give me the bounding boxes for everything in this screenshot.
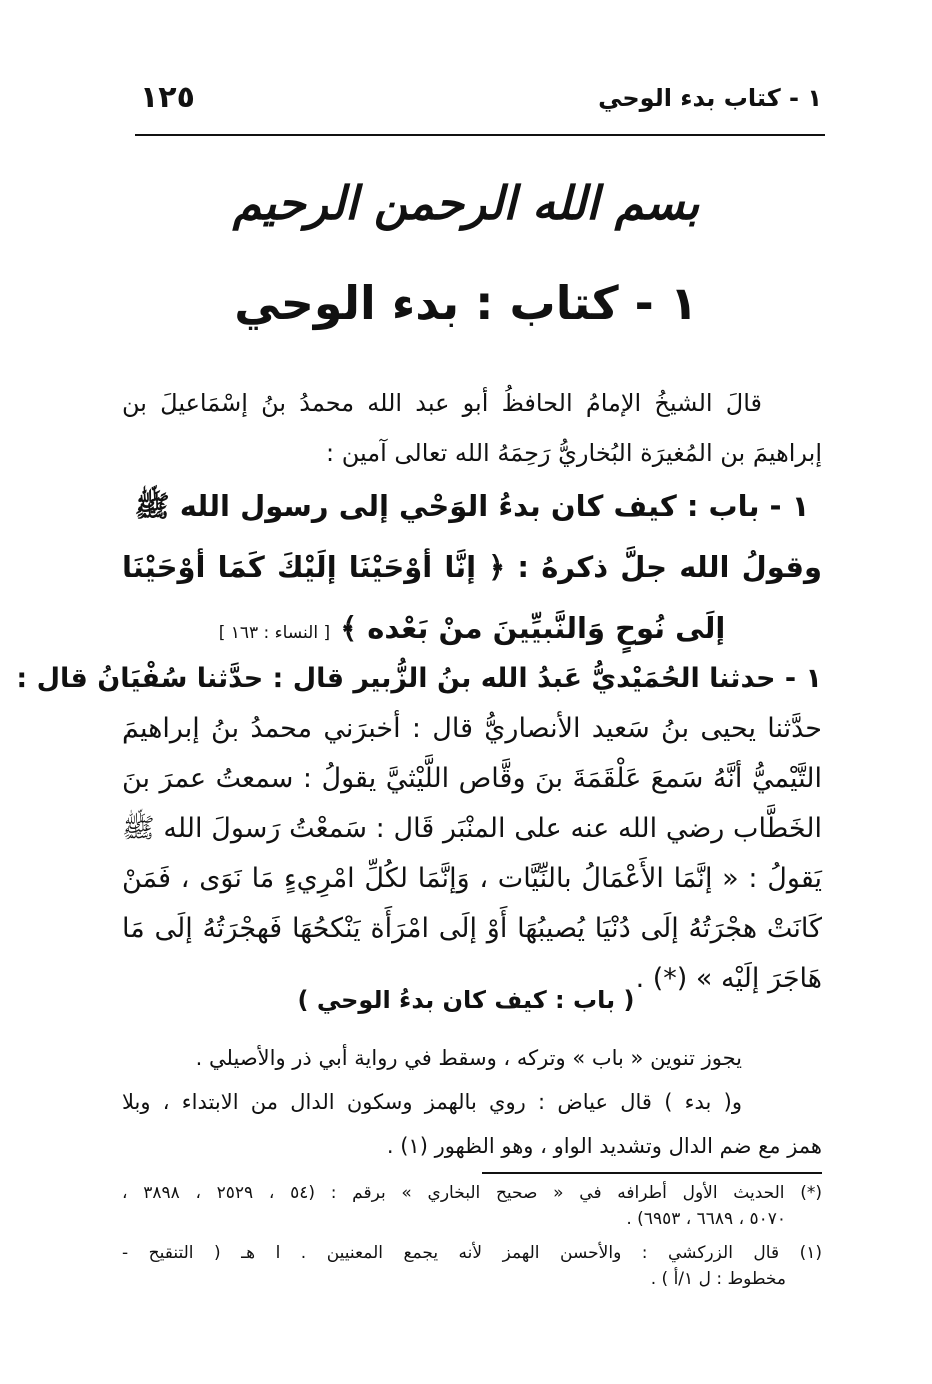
- hadith-line: الخَطَّاب رضي الله عنه على المنْبَر قَال : سَمعْتُ رَسولَ الله ﷺ: [122, 813, 822, 844]
- hadith-line: كَانَتْ هجْرَتُهُ إلَى دُنْيَا يُصيبُهَا أَوْ إلَى امْرَأَة يَنْكحُهَا فَهجْرَتُهُ إلَى مَا: [122, 913, 822, 944]
- hadith-line: ١ - حدثنا الحُمَيْديُّ عَبدُ الله بنُ الزُّبير قال : حدَّثنا سُفْيَانُ قال :: [16, 663, 822, 694]
- hadith-line: حدَّثنا يحيى بنُ سَعيد الأنصاريُّ قال : أخبرَني محمدُ بنُ إبراهيمَ: [122, 713, 822, 744]
- page-number: ١٢٥: [140, 80, 195, 115]
- running-head: ١ - كتاب بدء الوحي: [598, 84, 822, 112]
- note-line: همز مع ضم الدال وتشديد الواو ، وهو الظهور (١) .: [386, 1134, 822, 1158]
- footnote-line: ٥٠٧٠ ، ٦٦٨٩ ، ٦٩٥٣) .: [626, 1209, 786, 1229]
- chapter-heading: [92, 478, 852, 534]
- commentary-subheading: ( باب : كيف كان بدءُ الوحي ): [297, 986, 635, 1014]
- note-line: يجوز تنوين « باب » وتركه ، وسقط في رواية أبي ذر والأصيلي .: [195, 1046, 742, 1070]
- header-rule: [135, 134, 825, 136]
- intro-line: قالَ الشيخُ الإمامُ الحافظُ أبو عبد الله محمدُ بنُ إسْمَاعيلَ بن: [122, 389, 762, 417]
- footnote: [122, 1240, 822, 1292]
- footnotes: [122, 1180, 822, 1300]
- basmala: بسم الله الرحمن الرحيم: [232, 176, 700, 230]
- book-title: ١ - كتاب : بدء الوحي: [234, 276, 698, 330]
- footnote: [122, 1180, 822, 1232]
- footnote-line: (١) قال الزركشي : والأحسن الهمز لأنه يجمع المعنيين . ا هـ ( التنقيح -: [122, 1243, 822, 1263]
- chapter-verse-line: وقولُ الله جلَّ ذكرهُ : ﴿ إنَّا أوْحَيْنَا إلَيْكَ كَمَا أوْحَيْنَا: [122, 550, 822, 584]
- hadith-text: [16, 654, 822, 1004]
- chapter-verse: [122, 538, 822, 596]
- chapter-heading-line: ١ - باب : كيف كان بدءُ الوَحْي إلى رسول الله ﷺ: [134, 489, 810, 523]
- verse-citation: [ النساء : ١٦٣ ]: [218, 623, 331, 643]
- hadith-line: هَاجَرَ إلَيْه » (*) .: [635, 963, 822, 994]
- hadith-line: يَقولُ : « إنَّمَا الأَعْمَالُ بالنِّيَّات ، وَإنَّمَا لكُلِّ امْرِيءٍ مَا نَوَى ، فَمَنْ: [122, 863, 822, 894]
- intro-line: إبراهيمَ بن المُغيرَة البُخاريُّ رَحِمَهُ الله تعالى آمين :: [326, 439, 822, 467]
- note-line: و( بدء ) قال عياض : روي بالهمز وسكون الدال من الابتداء ، وبلا: [122, 1090, 742, 1114]
- footnote-rule: [482, 1172, 822, 1174]
- footnote-line: مخطوط : ل ١/أ ) .: [650, 1269, 786, 1289]
- commentary-notes: [122, 1036, 822, 1168]
- footnote-line: (*) الحديث الأول أطرافه في « صحيح البخاري » برقم : (٥٤ ، ٢٥٢٩ ، ٣٨٩٨ ،: [122, 1183, 823, 1203]
- intro-paragraph: [122, 378, 822, 478]
- chapter-verse-line: إلَى نُوحٍ وَالنَّبيِّينَ منْ بَعْده ﴾: [340, 611, 726, 645]
- hadith-line: التَّيْميُّ أنَّهُ سَمعَ عَلْقَمَةَ بنَ وقَّاص اللَّيْثيَّ يقولُ : سمعتُ عمرَ بنَ: [122, 763, 822, 794]
